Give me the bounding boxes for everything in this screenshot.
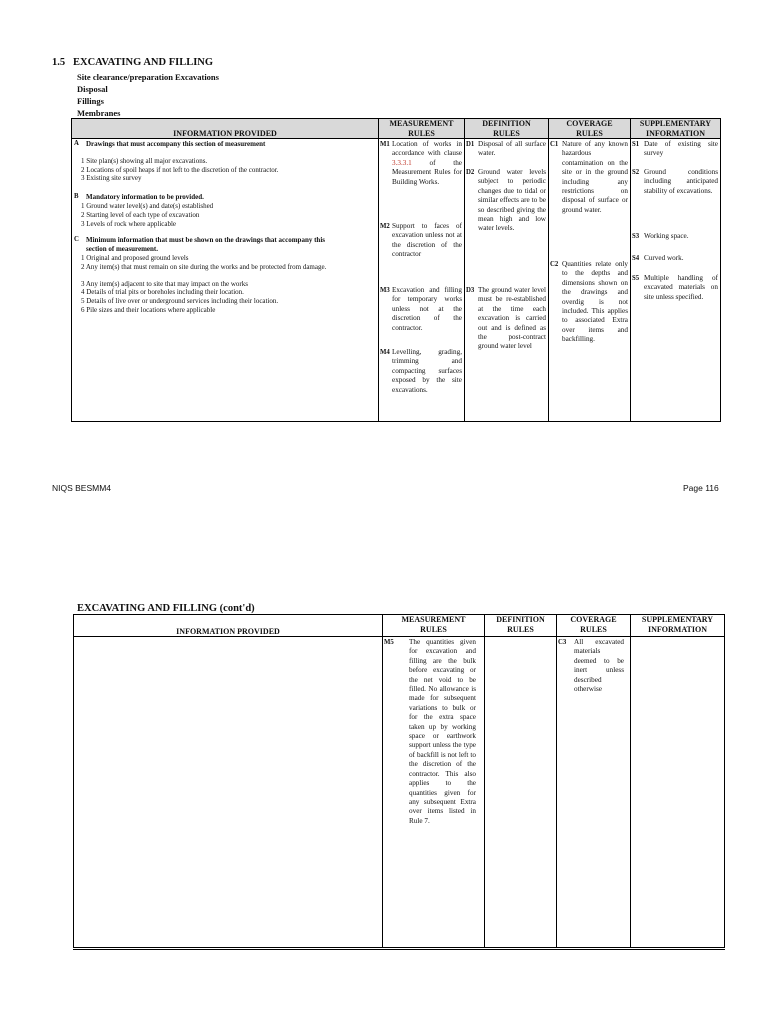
header-coverage: COVERAGE RULES <box>557 615 631 637</box>
coverage-rules-cell <box>549 139 631 422</box>
subsection-item: Site clearance/preparation Excavations <box>77 72 219 82</box>
rule-d2: D2 Ground water levels subject to periodic changes due to tidal or similar effects are to be so described giving the mean high and low water levels. <box>466 168 546 233</box>
coverage-rules-cell <box>557 637 631 949</box>
header-supplementary: SUPPLEMENTARY INFORMATION <box>631 615 725 637</box>
info-a-heading: Drawings that must accompany this section of measurement <box>86 140 266 148</box>
subsection-item: Membranes <box>77 108 121 118</box>
subsection-item: Disposal <box>77 84 108 94</box>
measurement-rules-cell <box>379 139 465 422</box>
continued-title: EXCAVATING AND FILLING (cont'd) <box>77 603 255 614</box>
rule-m5: M5 The quantities given for excavation and filling are the bulk before excavating or the net void to be filled. No allowance is made for subsequent variations to bulk or for the extra space taken up by working space or earthwork support unless the type of backfill is not left to the discretion of the contractor. This also applies to the quantities given for any subsequent Extra over items listed in Rule 7. <box>384 638 476 825</box>
info-b-heading: Mandatory information to be provided. <box>86 193 204 202</box>
info-a-list: 1 Site plan(s) showing all major excavations. 2 Locations of spoil heaps if not left to the discretion of the contractor. 3 Existing site survey <box>81 156 279 183</box>
info-b-list: 1 Ground water level(s) and date(s) established 2 Starting level of each type of excavation 3 Levels of rock where applicable <box>81 201 214 228</box>
rule-s1: S1 Date of existing site survey <box>632 140 718 158</box>
info-provided-cell: A Drawings that must accompany this section of measurement 1 Site plan(s) showing all major excavations. 2 Locations of spoil heaps if not left to the discretion of the contractor. 3 Existing site survey B Mandatory information to be provided. 1 Ground water level(s) and date(s) established 2 Starting level of each type of excavation 3 Levels of rock where applicable C Minimum information that must be shown on the drawings that accompany this section of measurement. 1 Original and proposed ground levels 2 Any item(s) that must remain on site during the works and be protected from damage. 3 Any item(s) adjacent to site that may impact on the works 4 Details of trial pits or boreholes including their location. 5 Details of live over or underground services including their location. 6 Pile sizes and their locations where applicable <box>72 139 379 422</box>
rule-d1: D1 Disposal of all surface water. <box>466 140 546 158</box>
rule-s5: S5 Multiple handling of excavated materials on site unless specified. <box>632 274 718 301</box>
rule-m2: M2 Support to faces of excavation unless not at the discretion of the contractor <box>380 222 462 259</box>
subsection-item: Fillings <box>77 96 104 106</box>
rule-m4: M4 Levelling, grading, trimming and compacting surfaces exposed by the site excavations. <box>380 348 462 394</box>
footer-page-number: Page 116 <box>683 483 719 493</box>
info-provided-cell <box>74 637 383 949</box>
header-definition: DEFINITION RULES <box>485 615 557 637</box>
clause-reference: 3.3.3.1 <box>392 158 412 167</box>
measurement-rules-cell <box>383 637 485 949</box>
info-c-list: 1 Original and proposed ground levels 2 Any item(s) that must remain on site during the works and be protected from damage. 3 Any item(s) adjacent to site that may impact on the works 4 Details of trial pits or boreholes including their location. 5 Details of live over or underground services including their location. 6 Pile sizes and their locations where applicable <box>81 253 327 314</box>
header-coverage: COVERAGE RULES <box>549 119 631 139</box>
supplementary-info-cell <box>631 637 725 949</box>
section-title: EXCAVATING AND FILLING <box>73 57 214 68</box>
rules-table-page1 <box>71 118 721 422</box>
info-c-heading: Minimum information that must be shown on the drawings that accompany this <box>86 236 325 245</box>
section-number: 1.5 <box>52 57 66 68</box>
rule-m3: M3 Excavation and filling for temporary works unless not at the discretion of the contractor. <box>380 286 462 332</box>
supplementary-info-cell <box>631 139 721 422</box>
rule-c3: C3 All excavated materials deemed to be inert unless described otherwise <box>558 638 624 694</box>
header-supplementary: SUPPLEMENTARY INFORMATION <box>631 119 721 139</box>
rule-c1: C1 Nature of any known hazardous contamination on the site or in the ground including any restrictions on disposal of surface or ground water. <box>550 140 628 214</box>
rule-c2: C2 Quantities relate only to the depths and dimensions shown on the drawings and overdig is not included. This applies to associated Extra over items and backfilling. <box>550 260 628 344</box>
definition-rules-cell <box>485 637 557 949</box>
rules-table-page2 <box>73 614 725 950</box>
rule-d3: D3 The ground water level must be re-established at the time each excavation is carried out and is defined as the post-contract ground water level <box>466 286 546 351</box>
section-heading <box>52 57 213 68</box>
header-info: INFORMATION PROVIDED <box>72 119 379 139</box>
header-definition: DEFINITION RULES <box>465 119 549 139</box>
footer-document-name: NIQS BESMM4 <box>52 483 112 493</box>
definition-rules-cell <box>465 139 549 422</box>
header-info: INFORMATION PROVIDED <box>74 615 383 637</box>
subsection-list <box>77 71 219 119</box>
rule-s2: S2 Ground conditions including anticipated stability of excavations. <box>632 168 718 195</box>
rule-s4: S4 Curved work. <box>632 254 684 262</box>
rule-s3: S3 Working space. <box>632 232 689 240</box>
header-measurement: MEASUREMENT RULES <box>383 615 485 637</box>
rule-m1: M1 Location of works in accordance with clause 3.3.3.1 of the Measurement Rules for Building Works. <box>380 140 462 186</box>
header-measurement: MEASUREMENT RULES <box>379 119 465 139</box>
